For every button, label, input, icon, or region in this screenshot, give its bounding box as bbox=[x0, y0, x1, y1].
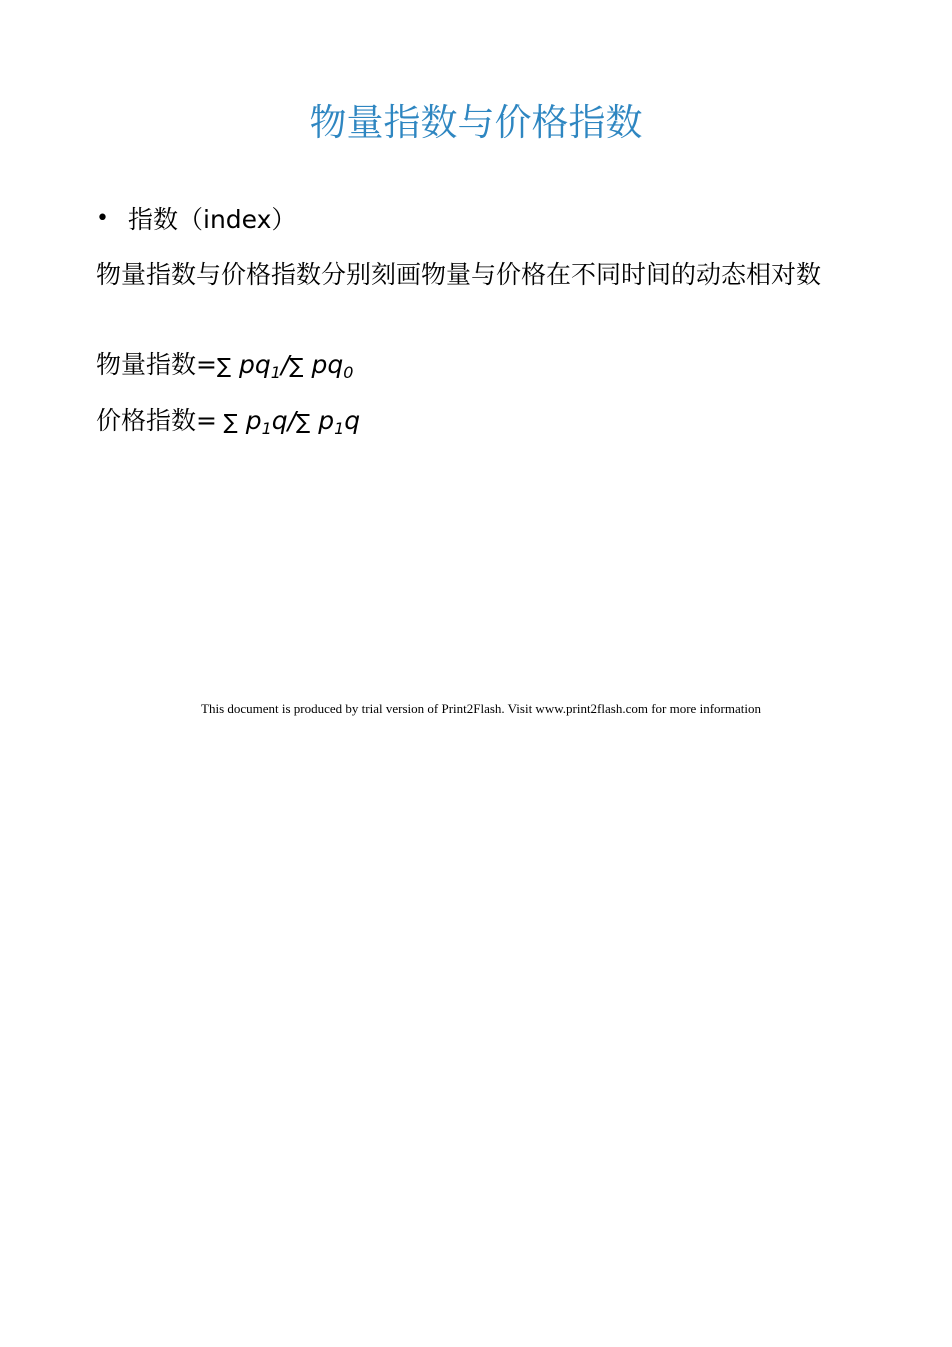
trial-version-notice: This document is produced by trial version of Print2Flash. Visit www.print2flash.com for more information bbox=[201, 701, 761, 716]
denominator-subscript: 0 bbox=[343, 363, 354, 382]
denominator-term: pq bbox=[303, 350, 344, 379]
numerator-subscript: 1 bbox=[261, 419, 272, 438]
summation-symbol: ∑ bbox=[289, 354, 304, 378]
numerator-subscript: 1 bbox=[270, 363, 281, 382]
numerator-tail: q bbox=[271, 406, 288, 435]
division-slash: / bbox=[280, 350, 290, 379]
summation-symbol: ∑ bbox=[216, 410, 238, 434]
numerator-term: pq bbox=[231, 350, 271, 379]
formula-label: 价格指数= bbox=[96, 406, 217, 435]
division-slash: / bbox=[287, 406, 297, 435]
denominator-term: p bbox=[310, 406, 335, 435]
denominator-subscript: 1 bbox=[334, 419, 345, 438]
page-title: 物量指数与价格指数 bbox=[309, 101, 643, 144]
denominator-tail: q bbox=[344, 406, 361, 435]
bullet-item-index bbox=[96, 200, 296, 236]
numerator-term: p bbox=[237, 406, 262, 435]
price-index-formula bbox=[96, 404, 360, 439]
summation-symbol: ∑ bbox=[216, 354, 232, 378]
formula-label: 物量指数= bbox=[96, 350, 217, 379]
definition-paragraph: 物量指数与价格指数分别刻画物量与价格在不同时间的动态相对数 bbox=[96, 260, 822, 289]
quantity-index-formula bbox=[96, 348, 353, 383]
summation-symbol: ∑ bbox=[296, 410, 311, 434]
bullet-text: 指数（index） bbox=[128, 205, 297, 234]
bullet-point: • bbox=[96, 205, 109, 231]
